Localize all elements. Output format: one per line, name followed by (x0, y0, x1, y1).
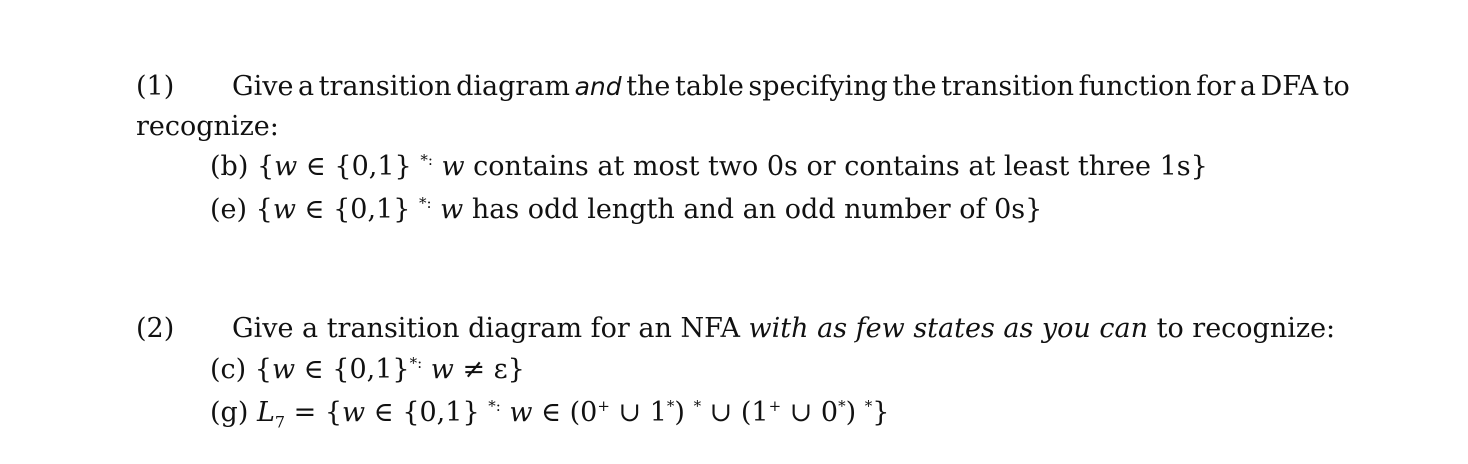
word-emphasis: and (574, 72, 622, 101)
regex-part: ∪ 0 (781, 397, 839, 428)
word: Give (232, 71, 294, 102)
word: transition (941, 71, 1075, 102)
question-1-number: (1) (136, 71, 175, 102)
set-open: { (256, 151, 275, 182)
membership: ∈ {0,1} (295, 354, 410, 385)
plus-superscript: + (597, 397, 610, 415)
regex-part: ∪ 1 (609, 397, 667, 428)
word: DFA (1260, 71, 1319, 102)
membership: ∈ {0,1} (297, 151, 412, 182)
colon: : (495, 397, 501, 415)
prompt-emphasis: with as few states as you can (748, 313, 1149, 344)
word: the (892, 71, 937, 102)
word: the (626, 71, 671, 102)
variable-w: w (441, 151, 465, 182)
set-open: { (254, 354, 272, 385)
condition-text: ≠ ε} (453, 354, 525, 385)
word: diagram (456, 71, 571, 102)
membership: ∈ {0,1} (295, 194, 411, 225)
regex-part: ) (845, 397, 857, 428)
variable-w: w (509, 397, 533, 428)
word: transition (318, 71, 452, 102)
kleene-star: * (420, 151, 428, 169)
regex-part: ) (674, 397, 685, 428)
question-2-item-c (210, 353, 525, 387)
colon: : (417, 354, 423, 372)
variable-w: w (430, 354, 454, 385)
word: for (1196, 71, 1236, 102)
language-name: L (256, 397, 275, 428)
word: specifying (748, 71, 888, 102)
word: a (1239, 71, 1257, 102)
question-2-item-g (210, 396, 889, 430)
condition-text: has odd length and an odd number of 0s} (463, 194, 1043, 225)
prompt-text: Give a transition diagram for an NFA (232, 313, 749, 344)
question-1-prompt-line-1 (232, 70, 1350, 104)
word: a (298, 71, 315, 102)
kleene-star: * (693, 397, 702, 415)
colon: : (427, 151, 433, 169)
set-open: { (255, 194, 273, 225)
kleene-star: * (838, 397, 846, 415)
kleene-star: * (864, 397, 873, 415)
kleene-star: * (666, 397, 675, 415)
question-1-prompt-line-2: recognize: (136, 111, 279, 142)
question-1-item-b (210, 150, 1208, 184)
item-label: (e) (210, 194, 248, 225)
variable-w: w (274, 151, 298, 182)
condition-text: contains at most two 0s or contains at least three 1s} (464, 151, 1208, 182)
regex-part: ∪ (1 (701, 397, 769, 428)
kleene-star: * (409, 354, 418, 372)
item-label: (b) (210, 151, 249, 182)
variable-w: w (440, 194, 464, 225)
regex-part: ∈ (0 (532, 397, 598, 428)
equals-open: = { (285, 397, 343, 428)
colon: : (426, 194, 432, 212)
prompt-text: to recognize: (1148, 313, 1336, 344)
question-2-number: (2) (136, 313, 175, 344)
language-subscript: 7 (274, 412, 286, 432)
item-label: (c) (210, 354, 247, 385)
word: table (674, 71, 744, 102)
membership: ∈ {0,1} (365, 397, 480, 428)
word: to (1322, 71, 1350, 102)
set-close: } (872, 397, 890, 428)
variable-w: w (272, 194, 296, 225)
variable-w: w (342, 397, 366, 428)
variable-w: w (271, 354, 296, 385)
kleene-star: * (419, 194, 427, 212)
question-2-prompt (232, 312, 1335, 346)
question-1-item-e (210, 193, 1042, 227)
item-label: (g) (210, 397, 249, 428)
kleene-star: * (488, 397, 496, 415)
word: function (1078, 71, 1192, 102)
plus-superscript: + (768, 397, 782, 415)
